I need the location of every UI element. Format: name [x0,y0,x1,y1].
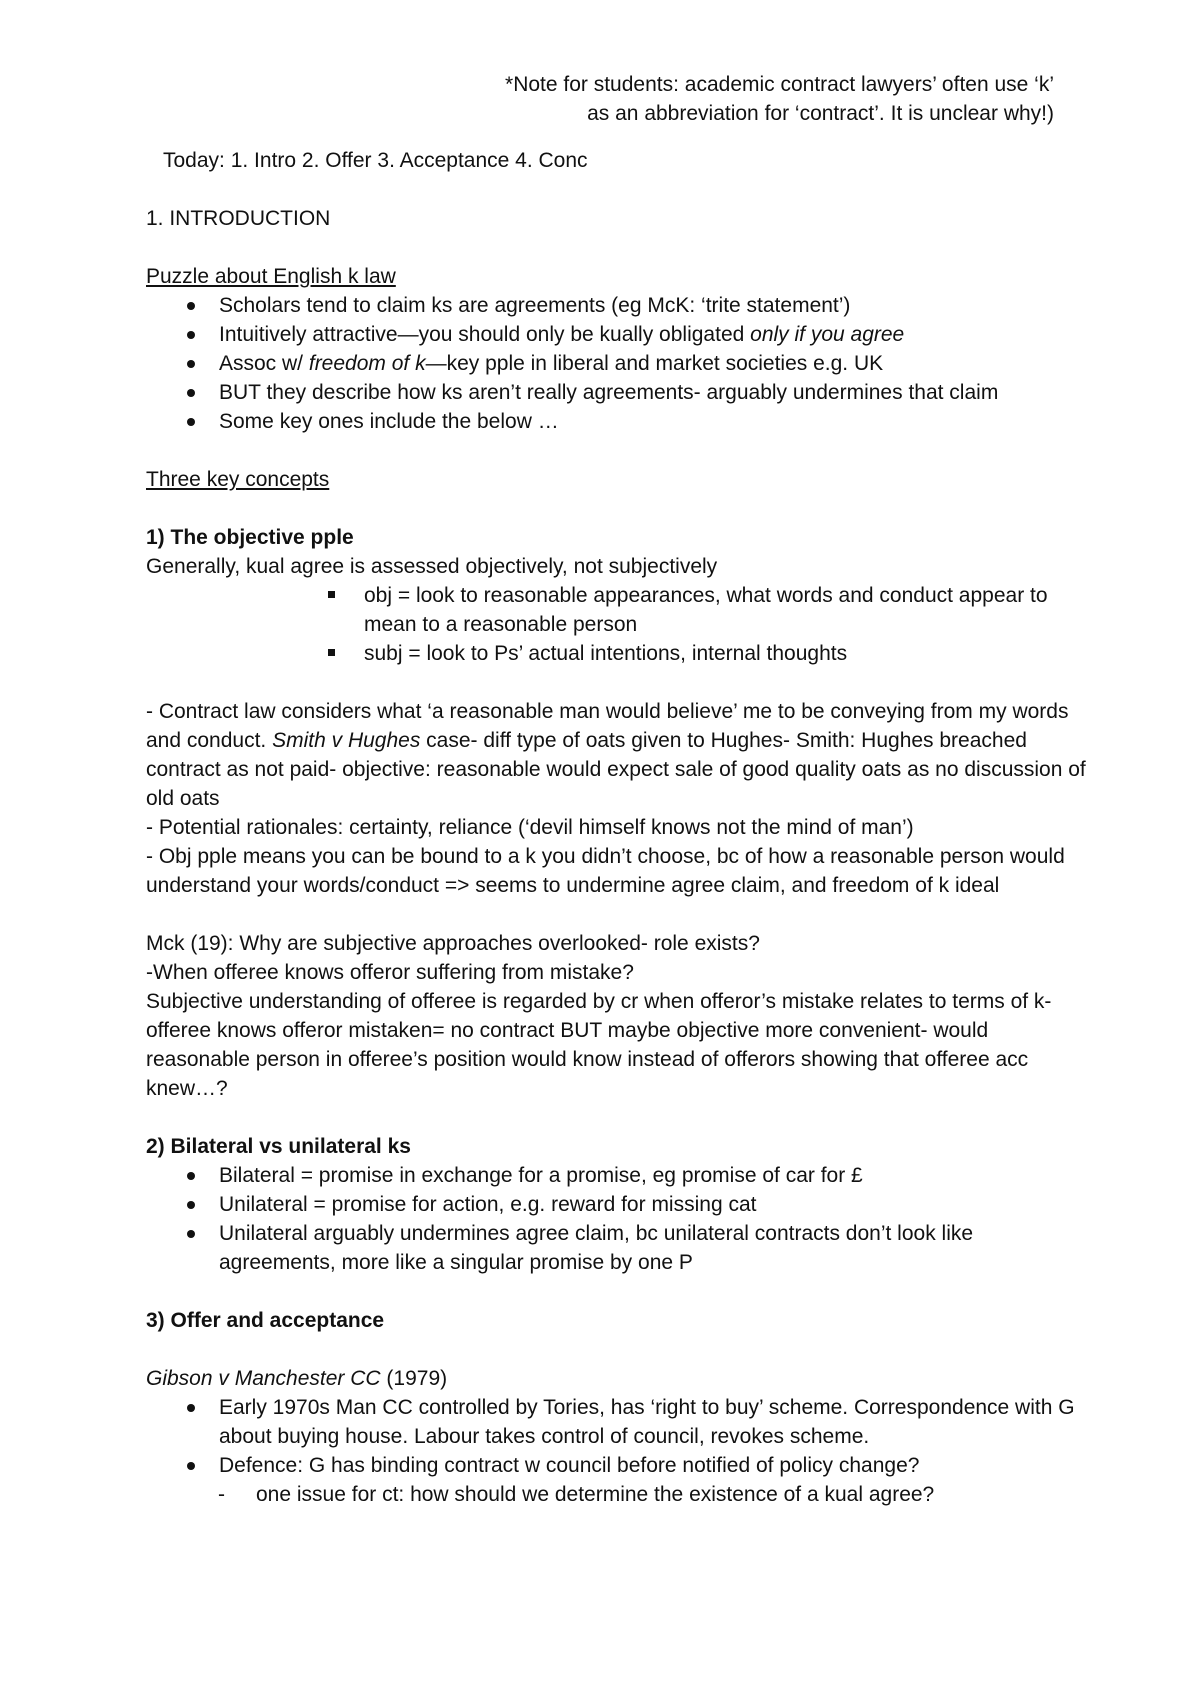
three-key-concepts-heading: Three key concepts [146,468,330,491]
objective-square-list [146,581,1086,668]
puzzle-heading: Puzzle about English k law [146,265,396,288]
list-item: BUT they describe how ks aren’t really agreements- arguably undermines that claim [146,378,1086,407]
list-item: subj = look to Ps’ actual intentions, internal thoughts [146,639,1086,668]
bilateral-heading: 2) Bilateral vs unilateral ks [146,1135,411,1158]
list-item: - one issue for ct: how should we determine the existence of a kual agree? [146,1480,1086,1509]
note-line-2: as an abbreviation for ‘contract’. It is unclear why!) [587,102,1054,125]
list-item: Unilateral arguably undermines agree claim, bc unilateral contracts don’t look like agreements, more like a singular promise by one P [146,1219,1086,1277]
gibson-dash-list [146,1480,1086,1509]
list-item: Unilateral = promise for action, e.g. reward for missing cat [146,1190,1086,1219]
note-line-1: *Note for students: academic contract lawyers’ often use ‘k’ [505,73,1054,96]
offer-acceptance-heading: 3) Offer and acceptance [146,1309,385,1332]
mck-subquestion: -When offeree knows offeror suffering from mistake? [146,961,634,984]
list-item: Assoc w/ freedom of k—key pple in liberal and market societies e.g. UK [146,349,1086,378]
list-item: Some key ones include the below … [146,407,1086,436]
objective-pple-heading: 1) The objective pple [146,526,354,549]
student-note [146,70,1086,128]
today-agenda: Today: 1. Intro 2. Offer 3. Acceptance 4. Conc [163,149,588,172]
objective-paragraph-1: - Contract law considers what ‘a reasonable man would believe’ me to be conveying from my words and conduct. Smith v Hughes case- diff type of oats given to Hughes- Smith: Hughes breached contract as not paid- objective: reasonable would expect sale of good quality oats as no discussion of old oats [146,700,1086,810]
list-item: Scholars tend to claim ks are agreements (eg McK: ‘trite statement’) [146,291,1086,320]
puzzle-bullet-list [146,291,1086,436]
list-item: Bilateral = promise in exchange for a promise, eg promise of car for £ [146,1161,1086,1190]
list-item: Defence: G has binding contract w council before notified of policy change? [146,1451,1086,1480]
list-item: Intuitively attractive—you should only be kually obligated only if you agree [146,320,1086,349]
bilateral-bullet-list [146,1161,1086,1277]
introduction-heading: 1. INTRODUCTION [146,207,331,230]
mck-question: Mck (19): Why are subjective approaches overlooked- role exists? [146,932,760,955]
list-item: obj = look to reasonable appearances, what words and conduct appear to mean to a reasonable person [146,581,1086,639]
gibson-bullet-list [146,1393,1086,1480]
document-page [146,70,1086,1509]
objective-paragraph-3: - Obj pple means you can be bound to a k you didn’t choose, bc of how a reasonable person would understand your words/conduct => seems to undermine agree claim, and freedom of k ideal [146,845,1065,897]
list-item: Early 1970s Man CC controlled by Tories, has ‘right to buy’ scheme. Correspondence with G about buying house. Labour takes control of council, revokes scheme. [146,1393,1086,1451]
objective-paragraph-2: - Potential rationales: certainty, reliance (‘devil himself knows not the mind of man’) [146,816,914,839]
gibson-case-title: Gibson v Manchester CC (1979) [146,1367,448,1390]
objective-intro: Generally, kual agree is assessed objectively, not subjectively [146,555,718,578]
mck-paragraph: Subjective understanding of offeree is regarded by cr when offeror’s mistake relates to terms of k-offeree knows offeror mistaken= no contract BUT maybe objective more convenient- would reasonable person in offeree’s position would know instead of offerors showing that offeree acc knew…? [146,990,1052,1100]
